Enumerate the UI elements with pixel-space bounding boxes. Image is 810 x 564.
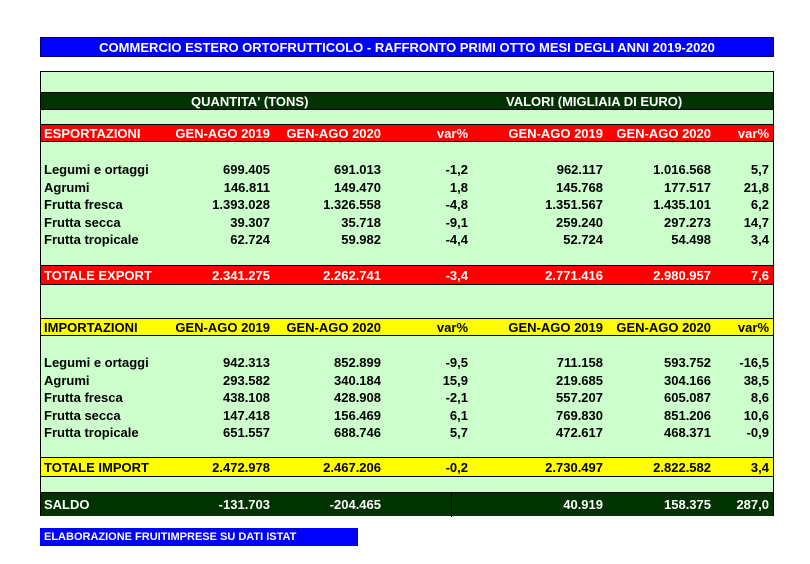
row-label: Frutta secca [44,214,121,230]
col-qty-2020: GEN-AGO 2020 [286,126,381,141]
table-row [41,424,773,442]
total-label: TOTALE EXPORT [44,268,152,283]
table-cell: 769.830 [556,407,603,423]
table-row [41,389,773,407]
col-val-2019: GEN-AGO 2019 [508,320,603,335]
col-val-var: var% [737,320,769,335]
table-cell: 6,2 [750,197,769,212]
table-cell: 691.013 [334,162,381,177]
balance-cell: -204.465 [329,497,381,512]
table-cell: 54.498 [671,232,711,247]
table-cell: 15,9 [442,372,468,388]
total-cell: 2.341.275 [212,268,270,283]
table-cell: 651.557 [223,425,270,440]
source-footer: ELABORAZIONE FRUITIMPRESE SU DATI ISTAT [40,528,358,546]
table-cell: 688.746 [334,425,381,440]
row-label: Agrumi [44,372,90,388]
table-cell: 711.158 [556,355,603,370]
table-cell: 1.326.558 [323,197,381,212]
table-cell: -9,5 [445,355,468,370]
col-qty-2019: GEN-AGO 2019 [175,320,270,335]
trade-sheet [40,71,774,516]
report-title: COMMERCIO ESTERO ORTOFRUTTICOLO - RAFFRONTO PRIMI OTTO MESI DEGLI ANNI 2019-2020 [40,37,774,57]
table-cell: 219.685 [556,372,603,388]
total-cell: 2.472.978 [212,460,270,475]
row-label: Legumi e ortaggi [44,162,149,177]
quantity-group-label: QUANTITA' (TONS) [191,94,309,109]
table-cell: 468.371 [664,425,711,440]
table-row [41,354,773,372]
total-cell: 2.730.497 [545,460,603,475]
import-section-label: IMPORTAZIONI [44,320,138,335]
table-cell: 472.617 [556,425,603,440]
balance-cell: 158.375 [664,497,711,512]
table-cell: 10,6 [743,407,769,423]
table-cell: 21,8 [743,179,769,195]
col-val-2019: GEN-AGO 2019 [508,126,603,141]
table-cell: 1,8 [449,179,468,195]
table-row [41,179,773,197]
total-cell: 2.467.206 [323,460,381,475]
balance-cell: 287,0 [736,497,769,512]
table-cell: 145.768 [556,179,603,195]
table-cell: 147.418 [223,407,270,423]
total-cell: -0,2 [445,460,468,475]
export-total-row [41,265,773,285]
import-total-row [41,457,773,477]
table-cell: 6,1 [449,407,468,423]
table-cell: 35.718 [341,214,381,230]
value-group-label: VALORI (MIGLIAIA DI EURO) [506,94,683,109]
table-cell: -4,4 [445,232,468,247]
table-cell: 605.087 [664,390,711,405]
import-header-row [41,318,773,336]
table-cell: 1.435.101 [653,197,711,212]
table-cell: 177.517 [664,179,711,195]
table-cell: 52.724 [563,232,603,247]
total-cell: 2.262.741 [323,268,381,283]
total-cell: -3,4 [445,268,468,283]
row-label: Frutta fresca [44,390,123,405]
table-cell: -1,2 [445,162,468,177]
col-val-2020: GEN-AGO 2020 [616,320,711,335]
col-qty-var: var% [436,320,468,335]
table-row [41,372,773,390]
total-cell: 2.771.416 [545,268,603,283]
table-cell: 428.908 [334,390,381,405]
col-qty-2019: GEN-AGO 2019 [175,126,270,141]
table-cell: 297.273 [664,214,711,230]
table-cell: 1.393.028 [212,197,270,212]
table-cell: 39.307 [230,214,270,230]
table-cell: 557.207 [556,390,603,405]
table-cell: 851.206 [664,407,711,423]
row-label: Frutta secca [44,407,121,423]
table-cell: -2,1 [445,390,468,405]
table-cell: 852.899 [334,355,381,370]
table-cell: 146.811 [223,179,270,195]
total-cell: 2.980.957 [653,268,711,283]
total-cell: 3,4 [750,460,769,475]
row-label: Frutta tropicale [44,232,139,247]
table-row [41,161,773,179]
col-val-var: var% [737,126,769,141]
table-cell: 38,5 [743,372,769,388]
table-cell: 942.313 [223,355,270,370]
table-cell: 340.184 [334,372,381,388]
table-cell: -16,5 [739,355,769,370]
total-cell: 7,6 [750,268,769,283]
table-cell: 699.405 [223,162,270,177]
table-row [41,407,773,425]
table-row [41,231,773,249]
table-cell: 156.469 [334,407,381,423]
table-cell: 5,7 [449,425,468,440]
col-qty-2020: GEN-AGO 2020 [286,320,381,335]
table-cell: -9,1 [445,214,468,230]
table-cell: 149.470 [334,179,381,195]
table-cell: 293.582 [223,372,270,388]
balance-cell: -131.703 [218,497,270,512]
balance-row [41,492,773,516]
col-val-2020: GEN-AGO 2020 [616,126,711,141]
table-row [41,214,773,232]
row-label: Agrumi [44,179,90,195]
row-label: Legumi e ortaggi [44,355,149,370]
table-cell: 259.240 [556,214,603,230]
table-cell: 62.724 [230,232,270,247]
table-cell: -4,8 [445,197,468,212]
col-qty-var: var% [436,126,468,141]
table-cell: 14,7 [743,214,769,230]
export-header-row [41,124,773,142]
balance-label: SALDO [44,497,90,512]
table-cell: 962.117 [556,162,603,177]
export-section-label: ESPORTAZIONI [44,126,141,141]
balance-cell: 40.919 [563,497,603,512]
table-cell: 59.982 [341,232,381,247]
table-cell: 1.351.567 [545,197,603,212]
row-label: Frutta fresca [44,197,123,212]
table-cell: 593.752 [664,355,711,370]
table-cell: 304.166 [664,372,711,388]
total-label: TOTALE IMPORT [44,460,149,475]
table-row [41,196,773,214]
table-cell: 1.016.568 [653,162,711,177]
table-cell: 438.108 [223,390,270,405]
table-cell: -0,9 [746,425,769,440]
table-cell: 5,7 [750,162,769,177]
column-group-header [41,92,773,110]
table-cell: 8,6 [750,390,769,405]
row-label: Frutta tropicale [44,425,139,440]
table-cell: 3,4 [750,232,769,247]
total-cell: 2.822.582 [653,460,711,475]
